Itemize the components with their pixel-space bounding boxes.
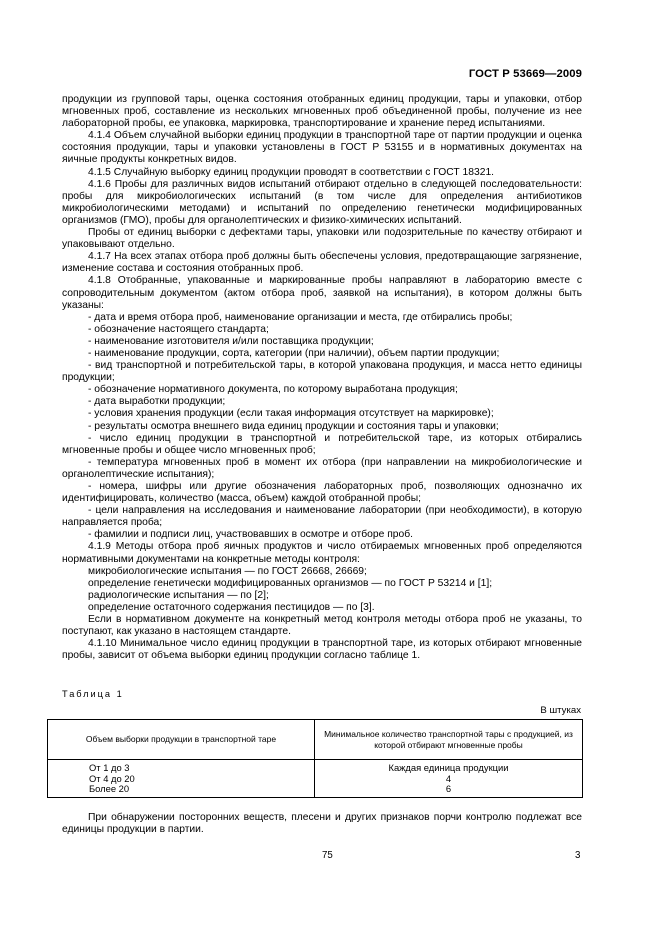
paragraph: 4.1.9 Методы отбора проб яичных продуктов и число отбираемых мгновенных проб определяются нормативными документами на конкретные методы контроля: bbox=[62, 541, 582, 565]
paragraph: - номера, шифры или другие обозначения лабораторных проб, позволяющих однозначно их идентифицировать, количество (масса, объем) каждой отобранной пробы; bbox=[62, 481, 582, 505]
paragraph: - вид транспортной и потребительской тары, в которой упакована продукция, и масса нетто единицы продукции; bbox=[62, 360, 582, 384]
paragraph: - условия хранения продукции (если такая информация отсутствует на маркировке); bbox=[88, 408, 494, 420]
document-header: ГОСТ Р 53669—2009 bbox=[468, 68, 582, 80]
paragraph: - дата и время отбора проб, наименование организации и места, где отбирались пробы; bbox=[88, 311, 513, 323]
table-header-min-containers: Минимальное количество транспортной тары с продукцией, из которой отбирают мгновенные пробы bbox=[315, 720, 583, 760]
paragraph: - фамилии и подписи лиц, участвовавших в осмотре и отборе проб. bbox=[88, 529, 413, 541]
table-cell-count: Каждая единица продукции 4 6 bbox=[315, 760, 583, 798]
after-table-text bbox=[62, 812, 582, 837]
table-unit: В штуках bbox=[540, 705, 581, 716]
paragraph: - наименование продукции, сорта, категории (при наличии), объем партии продукции; bbox=[88, 347, 500, 359]
paragraph: - цели направления на исследования и наименование лаборатории (при необходимости), в которую направляется проба; bbox=[62, 505, 582, 529]
paragraph: 4.1.6 Пробы для различных видов испытаний отбирают отдельно в следующей последовательности: пробы для микробиологических испытаний (в том числе для определения антибиотиков микробиологическими методами) и испытаний по определению генетически модифицированных организмов (ГМО), пробы для органолептических и физико-химических испытаний. bbox=[62, 178, 582, 226]
paragraph: - температура мгновенных проб в момент их отбора (при направлении на микробиологические и органолептические испытания); bbox=[62, 456, 582, 480]
paragraph: продукции из групповой тары, оценка состояния отобранных единиц продукции, тары и упаковки, отбор мгновенных проб, составление из нескольких мгновенных проб объединенной пробы, получение из нее лабораторной пробы, ее упаковка, маркировка, транспортирование и хранение перед испытаниями. bbox=[62, 94, 582, 130]
table-cell-range: От 1 до 3 От 4 до 20 Более 20 bbox=[48, 760, 315, 798]
paragraph: - обозначение нормативного документа, по которому выработана продукция; bbox=[88, 384, 458, 396]
paragraph: - наименование изготовителя и/или поставщика продукции; bbox=[88, 335, 374, 347]
table-caption: Таблица 1 bbox=[62, 689, 124, 699]
table-row bbox=[48, 760, 583, 798]
paragraph: 4.1.7 На всех этапах отбора проб должны быть обеспечены условия, предотвращающие загрязнение, изменение состава и состояния отобранных проб. bbox=[62, 251, 582, 275]
page-number-center: 75 bbox=[322, 850, 333, 861]
paragraph: Пробы от единиц выборки с дефектами тары, упаковки или подозрительные по качеству отбирают и упаковывают отдельно. bbox=[62, 227, 582, 251]
paragraph: - результаты осмотра внешнего вида единиц продукции и состояния тары и упаковки; bbox=[88, 420, 499, 432]
page-number-right: 3 bbox=[575, 850, 581, 861]
paragraph: - число единиц продукции в транспортной и потребительской таре, из которых отбирались мгновенные пробы и общее число мгновенных проб; bbox=[62, 432, 582, 456]
paragraph: 4.1.5 Случайную выборку единиц продукции проводят в соответствии с ГОСТ 18321. bbox=[88, 166, 495, 178]
sample-table bbox=[47, 719, 583, 798]
paragraph: - дата выработки продукции; bbox=[88, 396, 226, 408]
paragraph: - обозначение настоящего стандарта; bbox=[88, 323, 269, 335]
paragraph: При обнаружении посторонних веществ, плесени и других признаков порчи контролю подлежат все единицы продукции в партии. bbox=[62, 812, 582, 836]
paragraph: микробиологические испытания — по ГОСТ 26668, 26669; bbox=[88, 565, 367, 577]
table-header-sample-size: Объем выборки продукции в транспортной таре bbox=[48, 720, 315, 760]
paragraph: Если в нормативном документе на конкретный метод контроля методы отбора проб не указаны, то поступают, как указано в настоящем стандарте. bbox=[62, 614, 582, 638]
paragraph: 4.1.10 Минимальное число единиц продукции в транспортной таре, из которых отбирают мгновенные пробы, зависит от объема выборки единиц продукции согласно таблице 1. bbox=[62, 638, 582, 662]
paragraph: радиологические испытания — по [2]; bbox=[88, 589, 269, 601]
paragraph: 4.1.4 Объем случайной выборки единиц продукции в транспортной таре от партии продукции и оценка состояния продукции, тары и упаковки установлены в ГОСТ Р 53155 и в нормативных документах на яичные продукты конкретных видов. bbox=[62, 130, 582, 166]
paragraph: 4.1.8 Отобранные, упакованные и маркированные пробы направляют в лабораторию вместе с сопроводительным документом (актом отбора проб, заявкой на испытания), в котором должны быть указаны: bbox=[62, 275, 582, 311]
body-text bbox=[62, 94, 582, 662]
paragraph: определение остаточного содержания пестицидов — по [3]. bbox=[88, 601, 375, 613]
paragraph: определение генетически модифицированных организмов — по ГОСТ Р 53214 и [1]; bbox=[88, 577, 493, 589]
